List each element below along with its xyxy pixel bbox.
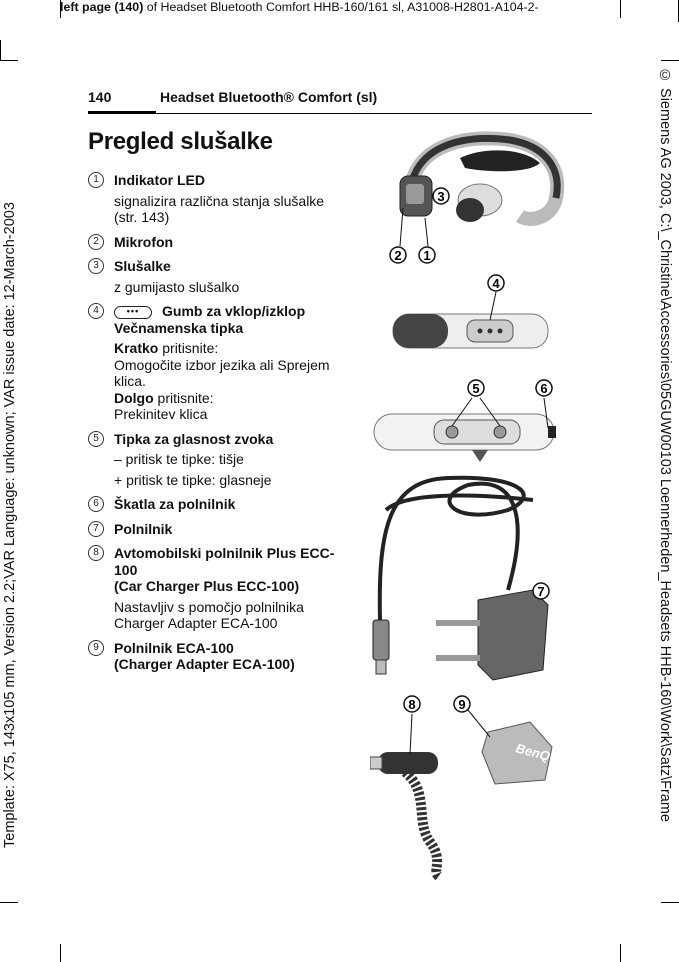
item-number: 3 [88,258,104,274]
crop-mark [0,40,1,60]
item-number: 6 [88,496,104,512]
list-item [88,172,338,226]
item-number: 1 [88,172,104,188]
header-rule [88,113,592,114]
item-title: ••• Gumb za vklop/izklop Večnamenska tipka [114,303,306,336]
copyright-note: © Siemens AG 2003, C:\_Christine\Accessories\05GUW00103 Loennerheden_Headsets HHB-160\Work\Satz\Frame [657,68,673,822]
item-title: Indikator LED [114,172,206,188]
list-item [88,496,338,513]
item-desc: + pritisk te tipke: glasneje [114,471,272,488]
crop-mark [60,944,61,962]
item-desc: Nastavljiv s pomočjo polnilnika Charger Adapter ECA-100 [114,598,304,631]
crop-mark [661,60,679,61]
list-item [88,431,338,489]
svg-text:6: 6 [540,381,548,396]
running-header [88,89,378,105]
item-number: 2 [88,234,104,250]
item-title: Mikrofon [114,233,174,250]
item-title: Tipka za glasnost zvoka [114,430,274,447]
list-item [88,303,338,423]
svg-text:2: 2 [394,248,402,263]
crop-mark [0,60,18,61]
item-desc: signalizira različna stanja slušalke (str. 143) [114,192,325,225]
item-number: 4 [88,303,104,319]
item-number: 5 [88,431,104,447]
component-list [88,172,338,681]
svg-text:5: 5 [472,381,480,396]
crop-mark [620,944,621,962]
svg-text:8: 8 [408,697,416,712]
headset-side-photo [385,272,555,362]
list-item [88,545,338,632]
svg-text:9: 9 [458,697,466,712]
svg-text:7: 7 [537,584,545,599]
template-note: Template: X75, 143x105 mm, Version 2.2;VAR Language: unknown; VAR issue date: 12-March-2003 [2,202,18,848]
item-desc: – pritisk te tipke: tišje [114,451,244,467]
page-number: 140 [88,89,112,105]
item-number: 8 [88,545,104,561]
multifunction-key-icon: ••• [114,306,152,319]
svg-text:3: 3 [437,189,445,204]
item-number: 7 [88,521,104,537]
brand-logo: BenQ [514,740,552,764]
svg-text:1: 1 [423,248,431,263]
header-title: Headset Bluetooth® Comfort (sl) [160,89,378,105]
crop-mark [0,902,18,903]
item-desc: Kratko pritisnite: Omogočite izbor jezika ali Sprejem klica. Dolgo pritisnite: Prekinitev klica [114,340,330,422]
page-title: Pregled slušalke [88,128,273,155]
crop-mark [661,902,679,903]
list-item [88,234,338,251]
svg-text:4: 4 [492,276,500,291]
headset-volume-photo [372,376,562,466]
item-title-alt: (Car Charger Plus ECC-100) [114,578,300,594]
item-title: Škatla za polnilnik [114,496,236,512]
list-item [88,640,338,673]
print-slug: left page (140) of Headset Bluetooth Comfort HHB-160/161 sl, A31008-H2801-A104-2- [60,0,539,14]
item-title: Polnilnik ECA-100 [114,639,234,656]
car-charger-photo [370,692,560,882]
item-number: 9 [88,640,104,656]
header-rule-accent [88,111,156,114]
item-desc: z gumijasto slušalko [114,278,240,295]
item-title: Slušalke [114,258,171,274]
item-title-alt: (Charger Adapter ECA-100) [114,656,295,672]
item-title: Polnilnik [114,520,173,537]
list-item [88,258,338,295]
list-item [88,521,338,538]
charger-photo [368,470,558,692]
item-title: Avtomobilski polnilnik Plus ECC-100 [114,545,335,578]
headset-photo [370,128,570,270]
